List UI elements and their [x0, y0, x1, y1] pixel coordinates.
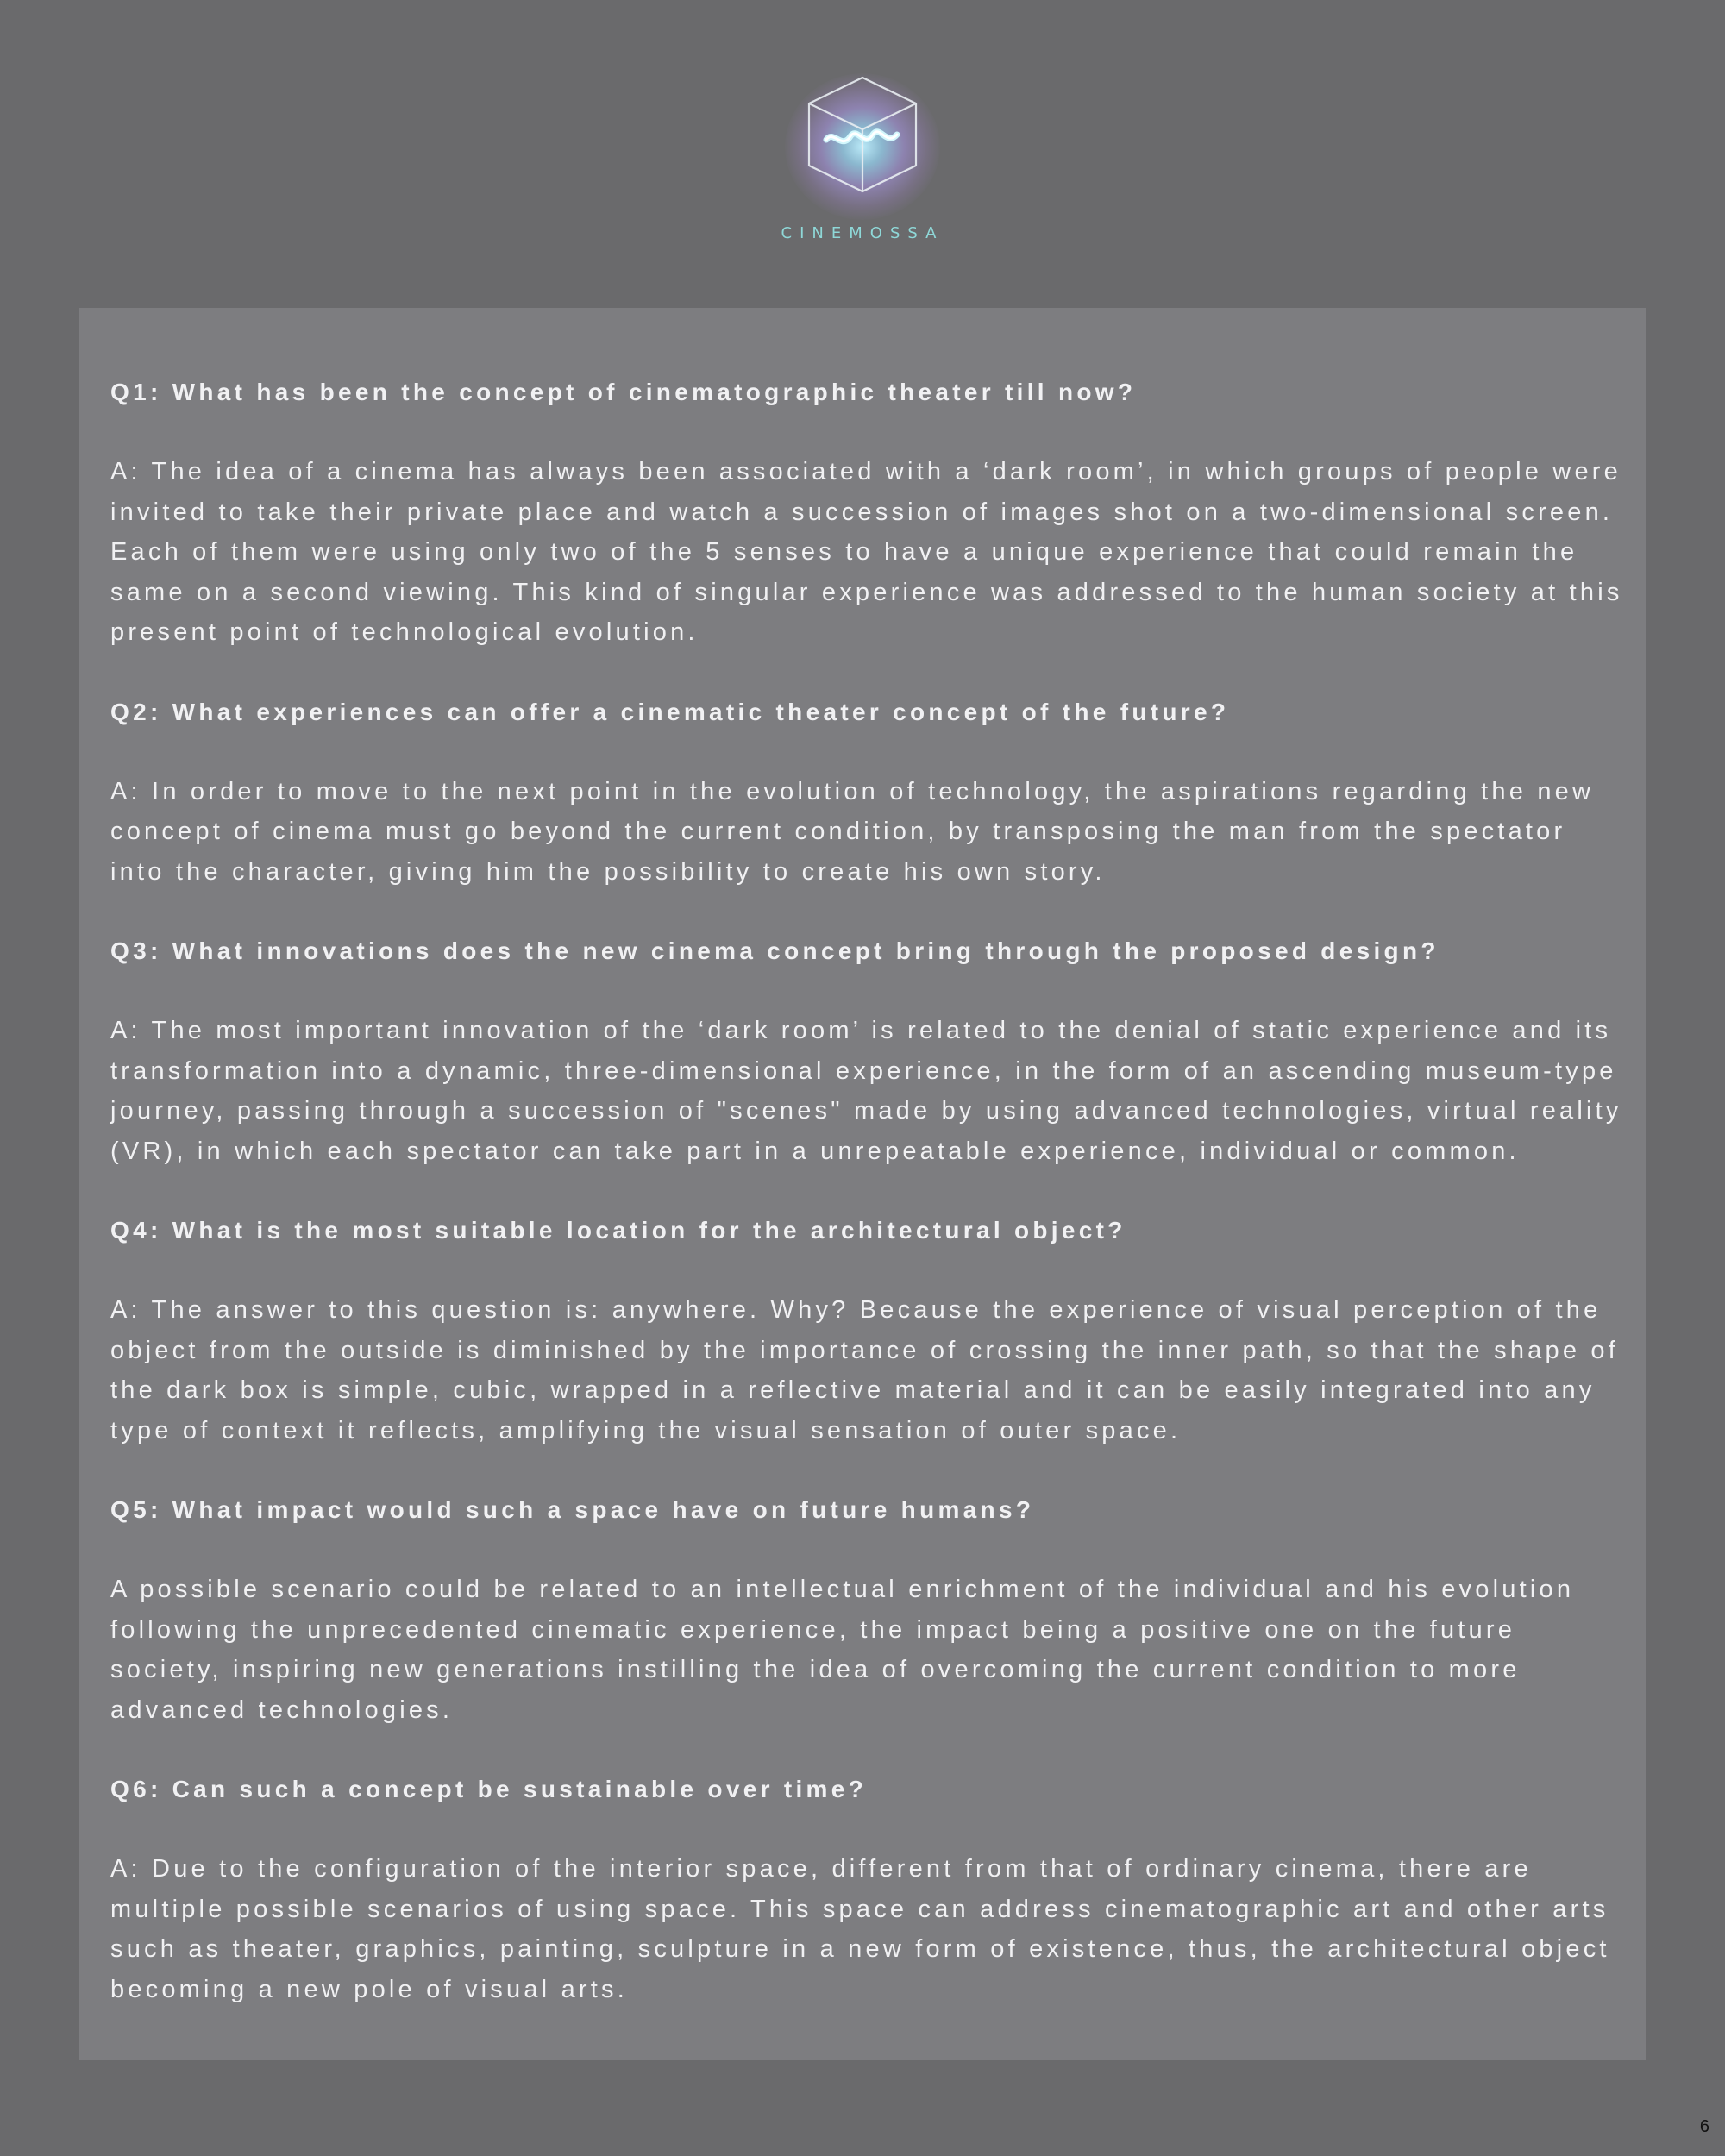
question-4: Q4: What is the most suitable location for the architectural object?: [110, 1217, 1126, 1244]
cinemossa-logo: [776, 60, 949, 259]
page-number: 6: [1699, 2117, 1709, 2136]
question-3: Q3: What innovations does the new cinema concept bring through the proposed design?: [110, 937, 1440, 964]
qa-item: [110, 373, 1628, 653]
answer-1: A: The idea of a cinema has always been associated with a ‘dark room’, in which groups of people were invited to take their private place and watch a succession of images shot on a two-dimensional screen. Each of them were using only two of the 5 senses to have a unique experience that could remain the same on a second viewing. This kind of singular experience was addressed to the human society at this present point of technological evolution.: [110, 458, 1623, 646]
brand-name: CINEMOSSA: [781, 224, 944, 242]
question-1: Q1: What has been the concept of cinematographic theater till now?: [110, 379, 1137, 405]
question-6: Q6: Can such a concept be sustainable over time?: [110, 1776, 868, 1802]
question-2: Q2: What experiences can offer a cinematic theater concept of the future?: [110, 698, 1230, 725]
answer-4: A: The answer to this question is: anywhere. Why? Because the experience of visual perception of the object from the outside is diminished by the importance of crossing the inner path, so that the shape of the dark box is simple, cubic, wrapped in a reflective material and it can be easily integrated into any type of context it reflects, amplifying the visual sensation of outer space.: [110, 1296, 1619, 1445]
answer-2: A: In order to move to the next point in the evolution of technology, the aspirations regarding the new concept of cinema must go beyond the current condition, by transposing the man from the spectator into the character, giving him the possibility to create his own story.: [110, 777, 1595, 886]
answer-3: A: The most important innovation of the ‘dark room’ is related to the denial of static experience and its transformation into a dynamic, three-dimensional experience, in the form of an ascending museum-type journey, passing through a succession of "scenes" made by using advanced technologies, virtual reality (VR), in which each spectator can take part in a unrepeatable experience, individual or common.: [110, 1017, 1622, 1165]
cube-logo-icon: [776, 60, 949, 224]
qa-item: [110, 1211, 1628, 1451]
qa-item: [110, 1770, 1628, 2009]
qa-list: [110, 373, 1628, 2049]
answer-6: A: Due to the configuration of the interior space, different from that of ordinary cinema, there are multiple possible scenarios of using space. This space can address cinematographic art and other arts such as theater, graphics, painting, sculpture in a new form of existence, thus, the architectural object becoming a new pole of visual arts.: [110, 1855, 1610, 2003]
qa-item: [110, 693, 1628, 893]
answer-5: A possible scenario could be related to an intellectual enrichment of the individual and his evolution following the unprecedented cinematic experience, the impact being a positive one on the future society, inspiring new generations instilling the idea of overcoming the current condition to more advanced technologies.: [110, 1576, 1575, 1724]
question-5: Q5: What impact would such a space have on future humans?: [110, 1496, 1035, 1523]
qa-item: [110, 931, 1628, 1171]
qa-item: [110, 1490, 1628, 1730]
